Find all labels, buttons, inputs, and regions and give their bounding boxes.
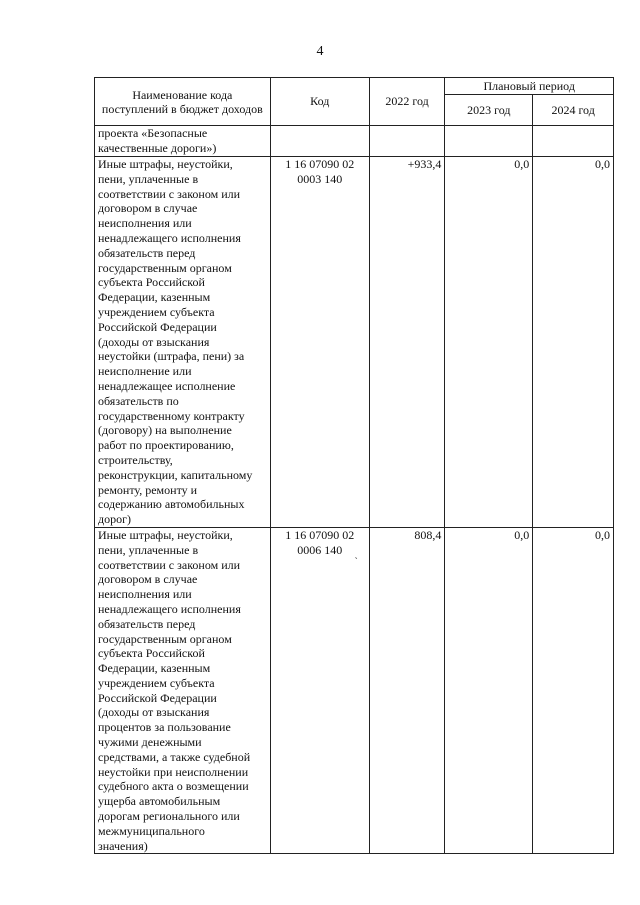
header-year-2022: 2022 год: [369, 78, 445, 126]
header-revenue-name: Наименование кода поступлений в бюджет доходов: [95, 78, 271, 126]
continuation-code-cell: [270, 126, 369, 157]
table-row: [95, 157, 614, 528]
header-year-2024: 2024 год: [533, 95, 614, 126]
revenue-name-cell: [95, 527, 271, 854]
table-row: [95, 527, 614, 854]
revenue-name-cell: [95, 157, 271, 528]
continuation-2022-cell: [369, 126, 445, 157]
budget-revenue-table: [94, 77, 614, 854]
table-row-continuation: [95, 126, 614, 157]
page-number: 4: [316, 44, 324, 59]
continuation-name-cell: [95, 126, 271, 157]
revenue-code-cell: [270, 157, 369, 528]
continuation-name: проекта «Безопасные качественные дороги»): [98, 126, 217, 155]
revenue-code-cell: [270, 527, 369, 854]
header-code: Код: [270, 78, 369, 126]
scan-mark: `: [354, 556, 358, 568]
header-year-2023: 2023 год: [445, 95, 533, 126]
revenue-name: Иные штрафы, неустойки, пени, уплаченные в соответствии с законом или договором в случае неисполнения или ненадлежащего исполнения обязательств перед государственным органом субъекта Российской Федерации, казенным учреждением субъекта Российской Федерации (доходы от взыскания процентов за пользование чужими денежными средствами, а также судебной неустойки при неисполнении судебного акта о возмещении ущерба автомобильным дорогам регионального или межмуниципального значения): [98, 527, 251, 853]
revenue-code: 1 16 07090 02 0006 140: [285, 527, 355, 557]
amount-2022: +933,4: [369, 157, 445, 528]
continuation-2024-cell: [533, 126, 614, 157]
amount-2023: 0,0: [445, 527, 533, 854]
amount-2022: 808,4: [369, 527, 445, 854]
amount-2024: 0,0: [533, 527, 614, 854]
amount-2023: 0,0: [445, 157, 533, 528]
continuation-2023-cell: [445, 126, 533, 157]
revenue-code: 1 16 07090 02 0003 140: [285, 157, 355, 186]
revenue-name: Иные штрафы, неустойки, пени, уплаченные в соответствии с законом или договором в случае неисполнения или ненадлежащего исполнения обязательств перед государственным органом субъекта Российской Федерации, казенным учреждением субъекта Российской Федерации (доходы от взыскания неустойки (штрафа, пени) за неисполнение или ненадлежащее исполнение обязательств по государственному контракту (договору) на выполнение работ по проектированию, строительству, реконструкции, капитальному ремонту, ремонту и содержанию автомобильных дорог): [98, 157, 253, 527]
amount-2024: 0,0: [533, 157, 614, 528]
header-planning-period: Плановый период: [445, 78, 614, 95]
